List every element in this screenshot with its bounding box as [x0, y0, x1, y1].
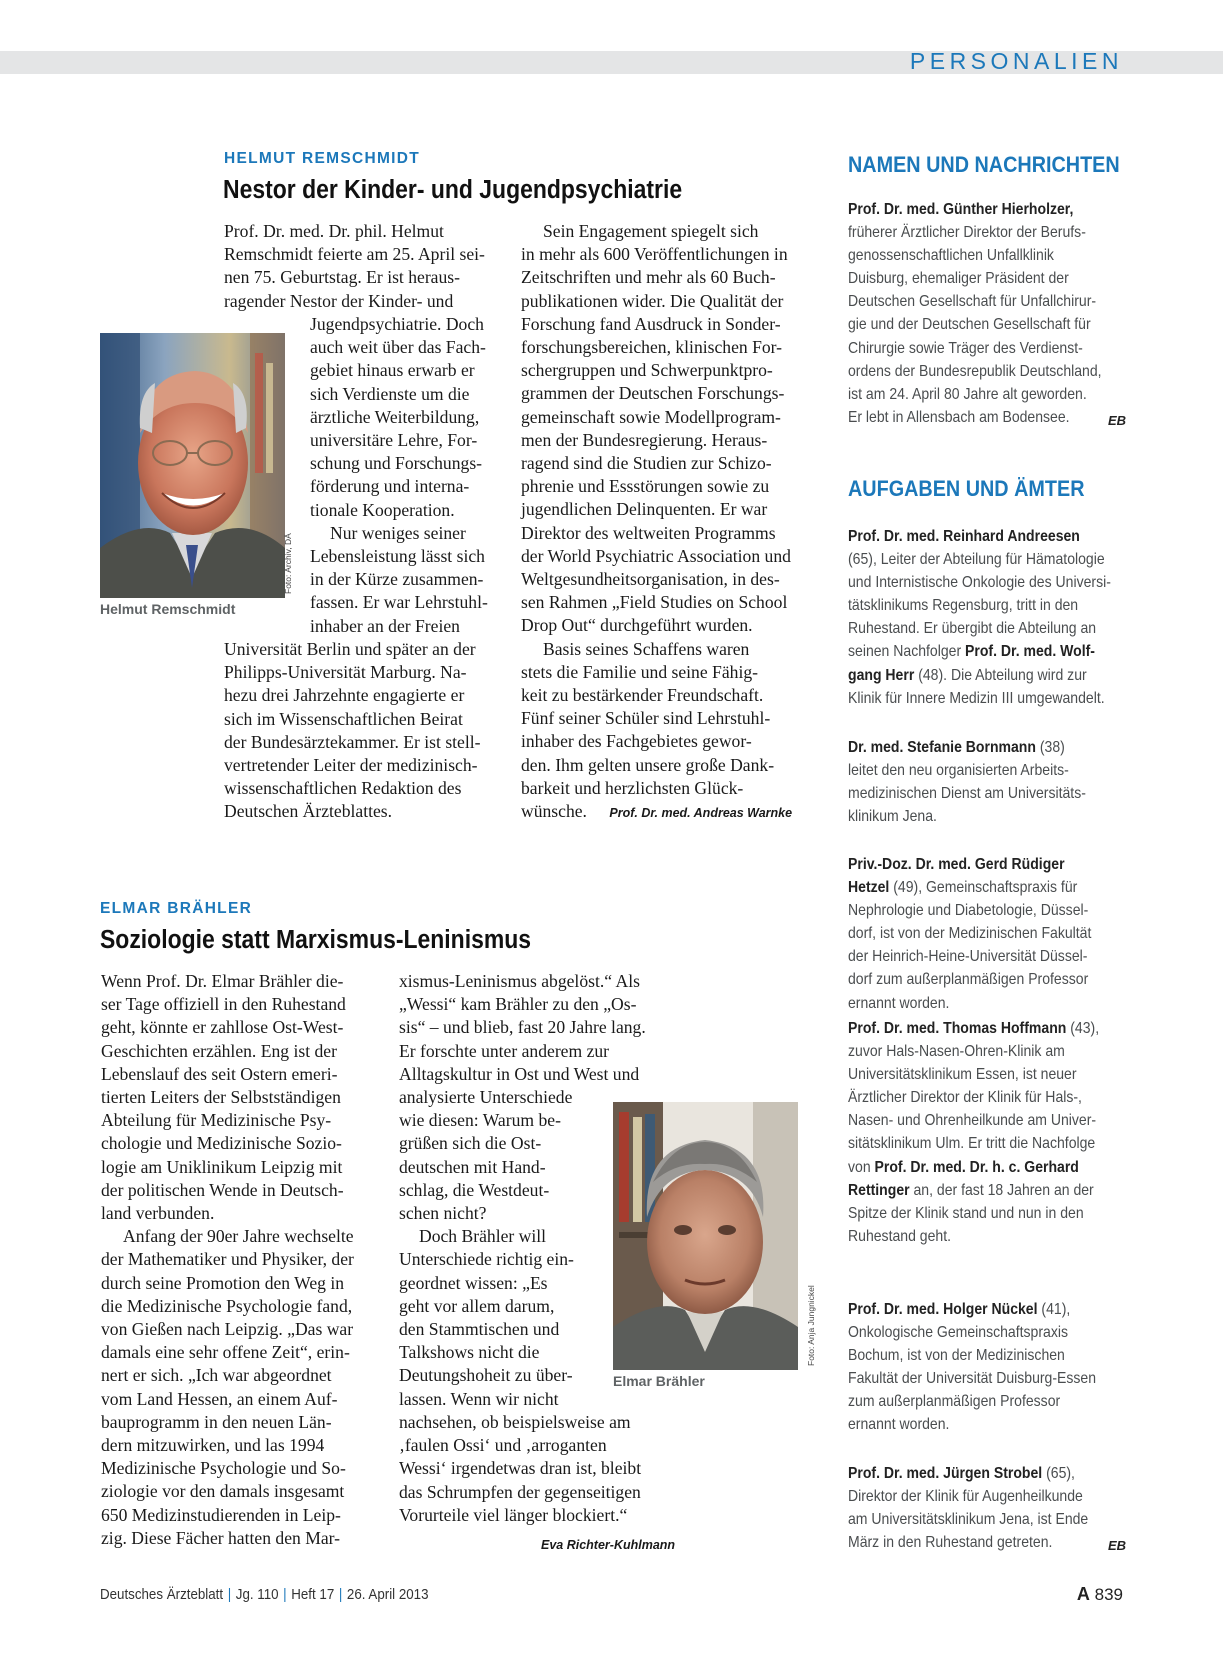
text-line: Spitze der Klinik stand und nun in den	[848, 1204, 1084, 1222]
sidebar-entry-nueckel	[848, 1298, 1145, 1437]
text-line: Universität Berlin und später an der	[224, 639, 476, 659]
text-line: Remschmidt feierte am 25. April sei-	[224, 244, 485, 265]
text-line: Nephrologie und Diabetologie, Düssel-	[848, 902, 1089, 920]
text-line: sen Rahmen „Field Studies on School	[521, 592, 788, 613]
person-name: Prof. Dr. med. Holger Nückel	[848, 1301, 1038, 1318]
text-line: sis“ – und blieb, fast 20 Jahre lang.	[399, 1017, 646, 1038]
text-fragment: (41),	[1037, 1301, 1071, 1318]
article1-headline: Nestor der Kinder- und Jugendpsychiatrie	[223, 176, 683, 204]
text-fragment: (43),	[1066, 1020, 1100, 1037]
text-fragment: seinen Nachfolger	[848, 643, 966, 661]
text-line: klinikum Jena.	[848, 808, 937, 826]
sidebar-entry-hoffmann	[848, 1017, 1145, 1248]
sidebar-entry-bornmann	[848, 736, 1145, 828]
text-line: tierten Leiters der Selbstständigen	[101, 1087, 341, 1108]
page-footer	[100, 1587, 429, 1603]
text-line: Nasen- und Ohrenheilkunde am Univer-	[848, 1112, 1097, 1130]
text-line: ernannt worden.	[848, 1416, 950, 1434]
text-line-last: wünsche.	[521, 801, 587, 822]
text-line: fassen. Er war Lehrstuhl-	[310, 592, 488, 613]
article1-col1-top	[224, 220, 498, 313]
person-name: Prof. Dr. med. Thomas Hoffmann	[848, 1020, 1067, 1037]
text-line: Drop Out“ durchgeführt wurden.	[521, 615, 753, 636]
text-line: Universitätsklinikum Essen, ist neuer	[848, 1066, 1077, 1084]
text-line: dorf, ist von der Medizinischen Fakultät	[848, 925, 1092, 943]
text-line: der politischen Wende in Deutsch-	[101, 1179, 344, 1200]
text-line: zuvor Hals-Nasen-Ohren-Klinik am	[848, 1043, 1065, 1061]
text-line: nachsehen, ob beispielsweise am	[399, 1412, 631, 1432]
text-line: deutschen mit Hand-	[399, 1156, 546, 1177]
text-line: Prof. Dr. med. Dr. phil. Helmut	[224, 221, 444, 241]
text-line: (65), Leiter der Abteilung für Hämatologie	[848, 551, 1105, 569]
sidebar-entry-andreesen	[848, 525, 1145, 710]
text-line: stets die Familie und seine Fähig-	[521, 661, 758, 682]
text-fragment: an, der fast 18 Jahren an der	[909, 1181, 1094, 1199]
text-line: Wessi‘ irgendetwas dran ist, bleibt	[399, 1458, 642, 1479]
text-line: phrenie und Essstörungen sowie zu	[521, 476, 770, 497]
photo-credit: Foto: Archiv, DÄ	[283, 533, 293, 594]
text-line: „Wessi“ kam Brähler zu den „Os-	[399, 994, 637, 1015]
text-line: barkeit und herzlichsten Glück-	[521, 777, 744, 798]
text-line: Deutschen Gesellschaft für Unfallchirur-	[848, 293, 1097, 311]
text-line: nert er sich. „Ich war abgeordnet	[101, 1365, 332, 1386]
text-line: sich im Wissenschaftlichen Beirat	[224, 708, 463, 729]
text-line: keit zu bestärkender Freundschaft.	[521, 685, 764, 706]
text-line: analysierte Unterschiede	[399, 1087, 573, 1107]
photo-credit: Foto: Anja Jungnickel	[806, 1285, 816, 1366]
text-line: Fakultät der Universität Duisburg-Essen	[848, 1370, 1097, 1388]
text-line: ist am 24. April 80 Jahre alt geworden.	[848, 385, 1087, 403]
text-line: zum außerplanmäßigen Professor	[848, 1393, 1061, 1411]
text-line: geht vor allem darum,	[399, 1295, 555, 1316]
person-name: gang Herr	[848, 666, 915, 684]
text-line: genossenschaftlichen Unfallklinik	[848, 247, 1054, 265]
text-line: Anfang der 90er Jahre wechselte	[123, 1226, 354, 1247]
text-line: Forschung fand Ausdruck in Sonder-	[521, 313, 781, 334]
text-line: gemeinschaft sowie Modellprogram-	[521, 406, 781, 427]
text-line: ärztliche Weiterbildung,	[310, 406, 480, 427]
text-line: inhaber an der Freien	[310, 615, 460, 636]
text-line: in der Kürze zusammen-	[310, 569, 484, 590]
text-line: das Schrumpfen der gegenseitigen	[399, 1481, 641, 1502]
article1-col2	[521, 220, 797, 825]
article2-headline: Soziologie statt Marxismus-Leninismus	[100, 926, 532, 954]
text-line: Deutschen Ärzteblattes.	[224, 801, 393, 822]
text-fragment: von	[848, 1158, 875, 1176]
section-label: PERSONALIEN	[909, 48, 1123, 74]
person-name: Rettinger	[848, 1181, 910, 1199]
text-line: wie diesen: Warum be-	[399, 1110, 561, 1131]
issue-date: 26. April 2013	[346, 1587, 429, 1603]
person-name: Dr. med. Stefanie Bornmann	[848, 739, 1036, 756]
text-line: ordens der Bundesrepublik Deutschland,	[848, 362, 1102, 380]
article1-col1-bottom	[224, 638, 498, 824]
text-line: Chirurgie sowie Träger des Verdienst-	[848, 339, 1083, 357]
text-line: grammen der Deutschen Forschungs-	[521, 383, 785, 404]
text-line: durch seine Promotion den Weg in	[101, 1272, 345, 1293]
text-line: Geschichten erzählen. Eng ist der	[101, 1040, 337, 1061]
text-line: der Bundesärztekammer. Er ist stell-	[224, 731, 481, 752]
text-line: der Heinrich-Heine-Universität Düssel-	[848, 948, 1088, 966]
text-fragment: (65),	[1042, 1465, 1075, 1482]
article1-kicker: HELMUT REMSCHMIDT	[224, 150, 421, 167]
text-line: Lebensleistung lässt sich	[310, 546, 485, 567]
text-line: universitäre Lehre, For-	[310, 430, 478, 451]
footer-divider: |	[283, 1587, 287, 1603]
text-line: Ruhestand geht.	[848, 1227, 952, 1245]
text-line: ragend sind die Studien zur Schizo-	[521, 453, 772, 474]
article1-col1-wrap	[310, 313, 498, 638]
portrait-photo-remschmidt	[100, 333, 285, 598]
text-line: den Stammtischen und	[399, 1319, 560, 1340]
text-line: am Universitätsklinikum Jena, ist Ende	[848, 1511, 1089, 1529]
text-line: Weltgesundheitsorganisation, in des-	[521, 569, 780, 590]
text-line: der World Psychiatric Association und	[521, 545, 791, 566]
text-line: ser Tage offiziell in den Ruhestand	[101, 994, 346, 1015]
text-line: schung und Forschungs-	[310, 453, 483, 474]
text-line: medizinischen Dienst am Universitäts-	[848, 785, 1086, 803]
text-line: men der Bundesregierung. Heraus-	[521, 429, 768, 450]
text-line: Jugendpsychiatrie. Doch	[310, 314, 484, 334]
photo-caption: Helmut Remschmidt	[100, 601, 236, 617]
text-line: die Medizinische Psychologie fand,	[101, 1295, 353, 1316]
text-line: chologie und Medizinische Sozio-	[101, 1133, 342, 1154]
page-prefix: A	[1076, 1584, 1090, 1604]
text-line: nen 75. Geburtstag. Er ist heraus-	[224, 267, 460, 288]
text-line: publikationen wider. Die Qualität der	[521, 290, 784, 311]
text-line: Direktor des weltweiten Programms	[521, 522, 776, 543]
text-line: leitet den neu organisierten Arbeits-	[848, 762, 1069, 780]
person-name: Prof. Dr. med. Reinhard Andreesen	[848, 528, 1080, 545]
text-line: gebiet hinaus erwarb er	[310, 360, 475, 381]
text-line: Onkologische Gemeinschaftspraxis	[848, 1324, 1068, 1342]
text-line: März in den Ruhestand getreten.	[848, 1534, 1053, 1552]
text-line: schergruppen und Schwerpunktpro-	[521, 360, 773, 381]
text-line: 650 Medizinstudierenden in Leip-	[101, 1504, 341, 1525]
sidebar-heading-appointments: AUFGABEN UND ÄMTER	[848, 476, 1085, 501]
article2-col2-wrap	[399, 1086, 591, 1411]
text-line: Medizinische Psychologie und So-	[101, 1458, 346, 1479]
article2-col1	[101, 970, 375, 1550]
text-line: xismus-Leninismus abgelöst.“ Als	[399, 971, 640, 991]
text-line: sich Verdienste um die	[310, 383, 470, 404]
text-line: Deutungshoheit zu über-	[399, 1365, 573, 1386]
text-line: auch weit über das Fach-	[310, 337, 486, 358]
sidebar-entry-hetzel	[848, 853, 1145, 1015]
text-line: geht, könnte er zahllose Ost-West-	[101, 1017, 344, 1038]
text-line: Ärztlicher Direktor der Klinik für Hals-,	[848, 1089, 1082, 1107]
person-name: Prof. Dr. med. Dr. h. c. Gerhard	[874, 1158, 1079, 1176]
text-line: Ruhestand. Er übergibt die Abteilung an	[848, 620, 1097, 638]
footer-divider: |	[227, 1587, 232, 1603]
text-line: von Gießen nach Leipzig. „Das war	[101, 1319, 354, 1340]
text-line: logie am Uniklinikum Leipzig mit	[101, 1156, 343, 1177]
text-line: Doch Brähler will	[419, 1226, 547, 1247]
text-fragment: (49), Gemeinschaftspraxis für	[889, 879, 1078, 897]
text-line: jugendlichen Delinquenten. Er war	[521, 499, 768, 520]
person-name: Prof. Dr. med. Günther Hierholzer,	[848, 201, 1074, 218]
text-line: gie und der Deutschen Gesellschaft für	[848, 316, 1091, 334]
text-line: Talkshows nicht die	[399, 1342, 540, 1363]
text-line: Sein Engagement spiegelt sich	[543, 221, 759, 241]
text-line: ernannt worden.	[848, 994, 950, 1012]
text-line: grüßen sich die Ost-	[399, 1133, 542, 1154]
text-line: Vorurteile viel länger blockiert.“	[399, 1504, 628, 1525]
text-line: früherer Ärztlicher Direktor der Berufs-	[848, 224, 1086, 242]
text-line: bauprogramm in den neuen Län-	[101, 1411, 332, 1432]
sidebar-entry-hierholzer	[848, 198, 1145, 429]
text-line: förderung und interna-	[310, 476, 470, 497]
text-line: Wenn Prof. Dr. Elmar Brähler die-	[101, 971, 344, 991]
text-line: Er lebt in Allensbach am Bodensee.	[848, 408, 1070, 426]
text-line: vertretender Leiter der medizinisch-	[224, 755, 478, 776]
text-line: in mehr als 600 Veröffentlichungen in	[521, 244, 788, 265]
editor-tag: EB	[1108, 413, 1127, 428]
person-name: Prof. Dr. med. Jürgen Strobel	[848, 1465, 1043, 1482]
text-line: der Mathematiker und Physiker, der	[101, 1249, 354, 1270]
text-line: sitätsklinikum Ulm. Er tritt die Nachfolge	[848, 1135, 1096, 1153]
text-line: vom Land Hessen, an einem Auf-	[101, 1388, 338, 1409]
text-line: Philipps-Universität Marburg. Na-	[224, 662, 467, 683]
text-fragment: (38)	[1035, 739, 1065, 756]
text-line: schen nicht?	[399, 1203, 487, 1224]
journal-issue: Heft 17	[291, 1587, 335, 1603]
text-line: den. Ihm gelten unsere große Dank-	[521, 754, 775, 775]
text-line: tionale Kooperation.	[310, 499, 455, 520]
editor-tag: EB	[1108, 1538, 1127, 1553]
text-line: Abteilung für Medizinische Psy-	[101, 1110, 332, 1131]
text-line: geordnet wissen: „Es	[399, 1272, 548, 1293]
text-line: Basis seines Schaffens waren	[543, 638, 750, 659]
text-line: Er forschte unter anderem zur	[399, 1040, 610, 1061]
text-line: hezu drei Jahrzehnte engagierte er	[224, 685, 465, 706]
text-line	[521, 800, 797, 825]
text-line: Zeitschriften und mehr als 60 Buch-	[521, 267, 776, 288]
page-number	[1077, 1584, 1123, 1605]
text-line: und Internistische Onkologie des Universi-	[848, 574, 1111, 592]
text-line: Alltagskultur in Ost und West und	[399, 1063, 640, 1084]
text-fragment: (48). Die Abteilung wird zur	[914, 666, 1087, 684]
portrait-photo-braehler	[613, 1102, 798, 1370]
text-line: Duisburg, ehemaliger Präsident der	[848, 270, 1069, 288]
text-line: ragender Nestor der Kinder- und	[224, 290, 454, 311]
page-number-value: 839	[1094, 1585, 1123, 1604]
text-line: dern mitzuwirken, und las 1994	[101, 1435, 325, 1456]
footer-divider: |	[338, 1587, 343, 1603]
journal-volume: Jg. 110	[235, 1587, 279, 1603]
text-line: zig. Diese Fächer hatten den Mar-	[101, 1527, 341, 1548]
person-name: Priv.-Doz. Dr. med. Gerd Rüdiger	[848, 856, 1065, 873]
text-line: lassen. Wenn wir nicht	[399, 1388, 559, 1409]
text-line: land verbunden.	[101, 1203, 215, 1224]
text-line: tätsklinikums Regensburg, tritt in den	[848, 597, 1079, 615]
text-line: ziologie vor den damals insgesamt	[101, 1481, 345, 1502]
text-line: Fünf seiner Schüler sind Lehrstuhl-	[521, 708, 771, 729]
author-signature: Prof. Dr. med. Andreas Warnke	[609, 806, 793, 821]
photo-caption: Elmar Brähler	[613, 1373, 705, 1389]
article2-kicker: ELMAR BRÄHLER	[100, 900, 253, 917]
person-name: Prof. Dr. med. Wolf-	[965, 643, 1095, 661]
sidebar-heading-names: NAMEN UND NACHRICHTEN	[848, 152, 1120, 177]
author-signature: Eva Richter-Kuhlmann	[541, 1538, 676, 1552]
article2-col2-bottom	[399, 1411, 673, 1527]
text-line: damals eine sehr offene Zeit“, erin-	[101, 1342, 350, 1363]
article2-col2-top	[399, 970, 673, 1086]
journal-name: Deutsches Ärzteblatt	[100, 1587, 224, 1603]
text-line: wissenschaftlichen Redaktion des	[224, 778, 462, 799]
text-line: dorf zum außerplanmäßigen Professor	[848, 971, 1089, 989]
text-line: Lebenslauf des seit Ostern emeri-	[101, 1063, 338, 1084]
text-line: Klinik für Innere Medizin III umgewandelt.	[848, 689, 1105, 707]
sidebar-entry-strobel	[848, 1462, 1145, 1554]
text-line: schlag, die Westdeut-	[399, 1179, 550, 1200]
text-line: Direktor der Klinik für Augenheilkunde	[848, 1488, 1083, 1506]
text-line: Nur weniges seiner	[330, 522, 466, 543]
text-line: forschungsbereichen, klinischen For-	[521, 337, 783, 358]
person-name: Hetzel	[848, 879, 890, 897]
text-line: ‚faulen Ossi‘ und ‚arroganten	[399, 1435, 607, 1456]
text-line: Unterschiede richtig ein-	[399, 1249, 574, 1270]
text-line: Bochum, ist von der Medizinischen	[848, 1347, 1065, 1365]
text-line: inhaber des Fachgebietes gewor-	[521, 731, 752, 752]
